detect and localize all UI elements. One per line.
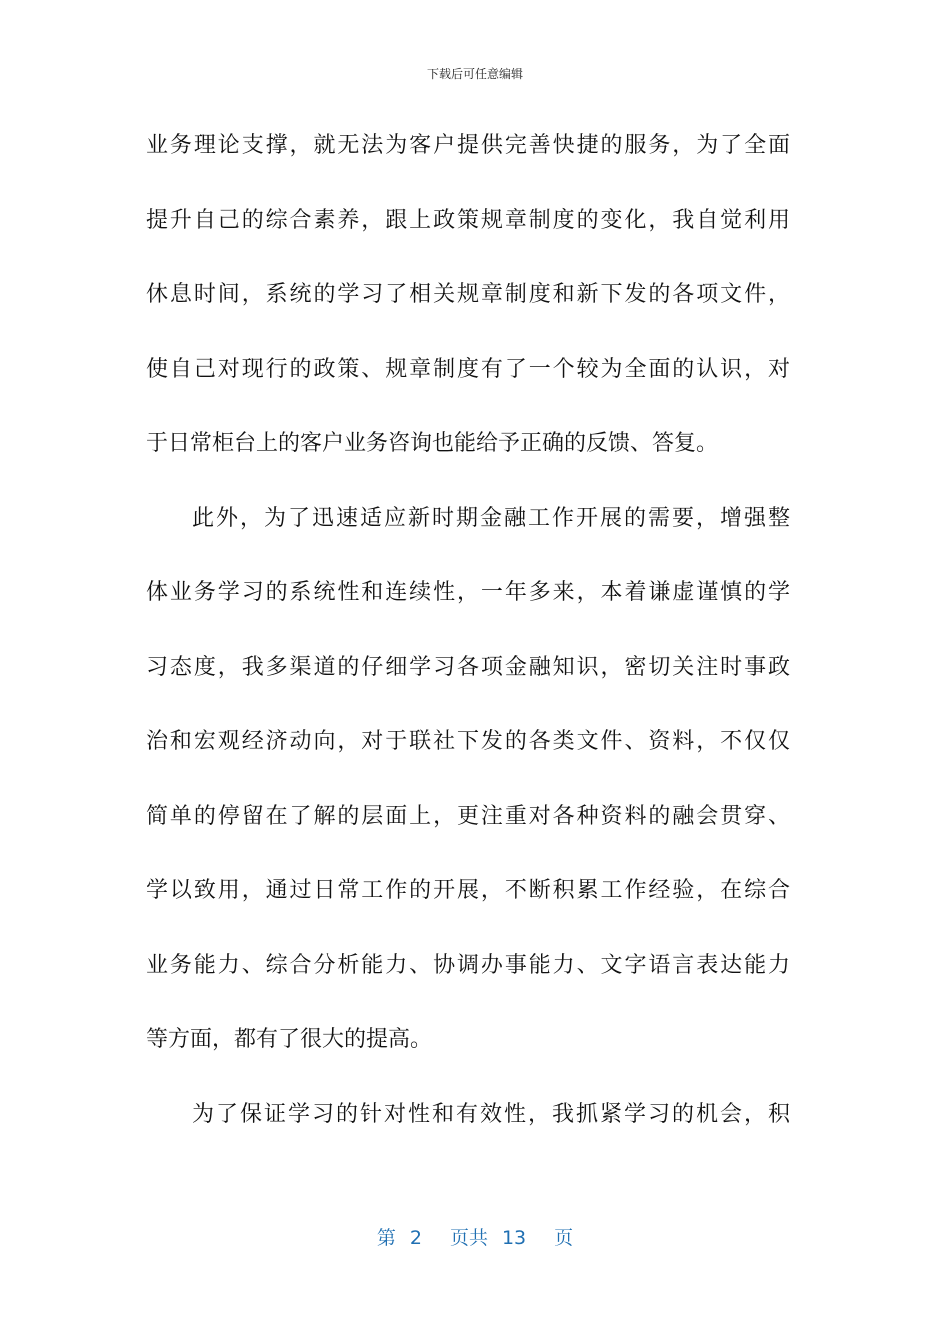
text-line: 治和宏观经济动向，对于联社下发的各类文件、资料，不仅仅 [146, 729, 790, 754]
text-line: 提升自己的综合素养，跟上政策规章制度的变化，我自觉利用 [146, 207, 790, 233]
footer-prefix: 第 [376, 1227, 396, 1249]
text-line: 使自己对现行的政策、规章制度有了一个较为全面的认识，对 [146, 356, 790, 382]
header-text: 下载后可任意编辑 [426, 67, 523, 81]
text-line: 习态度，我多渠道的仔细学习各项金融知识，密切关注时事政 [146, 654, 790, 680]
text-line: 此外，为了迅速适应新时期金融工作开展的需要，增强整 [192, 505, 790, 531]
document-body [146, 120, 790, 1163]
footer-suffix: 页 [554, 1227, 574, 1249]
footer-total-pages: 13 [501, 1227, 527, 1249]
page-footer [0, 1224, 950, 1252]
text-line: 简单的停留在了解的层面上，更注重对各种资料的融会贯穿、 [146, 803, 790, 829]
text-line: 业务理论支撑，就无法为客户提供完善快捷的服务，为了全面 [146, 133, 790, 158]
text-line: 为了保证学习的针对性和有效性，我抓紧学习的机会，积 [192, 1101, 790, 1127]
text-line: 体业务学习的系统性和连续性，一年多来，本着谦虚谨慎的学 [146, 580, 790, 605]
text-line: 业务能力、综合分析能力、协调办事能力、文字语言表达能力 [146, 952, 790, 978]
footer-middle: 页共 [449, 1227, 488, 1249]
text-line: 休息时间，系统的学习了相关规章制度和新下发的各项文件， [146, 282, 790, 307]
footer-page-number: 2 [409, 1227, 422, 1249]
text-line: 学以致用，通过日常工作的开展，不断积累工作经验，在综合 [146, 878, 790, 903]
text-line: 等方面，都有了很大的提高。 [146, 1027, 433, 1052]
page-header [0, 64, 950, 84]
text-line: 于日常柜台上的客户业务咨询也能给予正确的反馈、答复。 [146, 431, 719, 456]
